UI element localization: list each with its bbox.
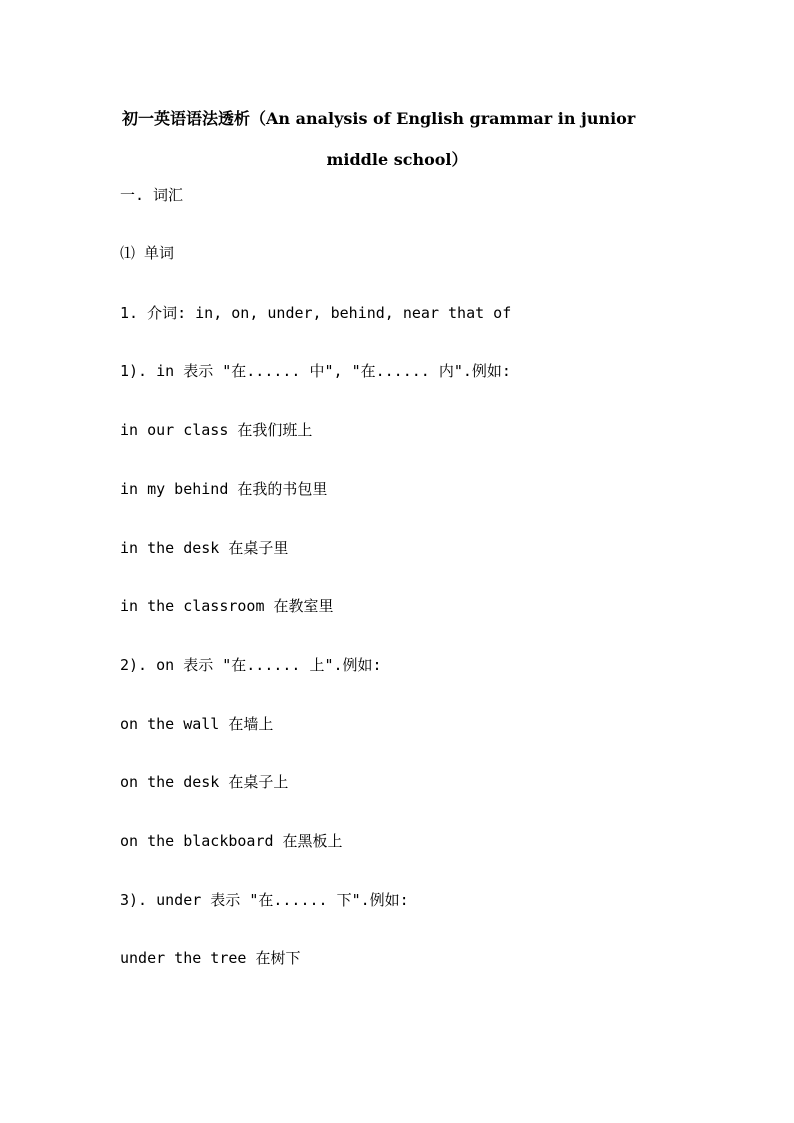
section-heading-vocabulary: 一. 词汇 bbox=[120, 186, 184, 204]
prepositions-list: 1. 介词: in, on, under, behind, near that of bbox=[120, 304, 512, 322]
example-line: in our class 在我们班上 bbox=[120, 421, 313, 439]
example-line: in my behind 在我的书包里 bbox=[120, 480, 328, 498]
example-line: in the classroom 在教室里 bbox=[120, 597, 334, 615]
on-usage-heading: 2). on 表示 "在...... 上".例如: bbox=[120, 656, 382, 674]
subsection-heading-words: ⑴ 单词 bbox=[120, 244, 175, 262]
example-line: in the desk 在桌子里 bbox=[120, 539, 289, 557]
example-line: on the desk 在桌子上 bbox=[120, 773, 289, 791]
document-title-line-1: 初一英语语法透析（An analysis of English grammar in junior bbox=[122, 109, 636, 128]
in-usage-heading: 1). in 表示 "在...... 中", "在...... 内".例如: bbox=[120, 362, 511, 380]
example-line: under the tree 在树下 bbox=[120, 949, 301, 967]
example-line: on the wall 在墙上 bbox=[120, 715, 274, 733]
example-line: on the blackboard 在黑板上 bbox=[120, 832, 343, 850]
document-title-line-2: middle school） bbox=[326, 150, 468, 169]
under-usage-heading: 3). under 表示 "在...... 下".例如: bbox=[120, 891, 409, 909]
